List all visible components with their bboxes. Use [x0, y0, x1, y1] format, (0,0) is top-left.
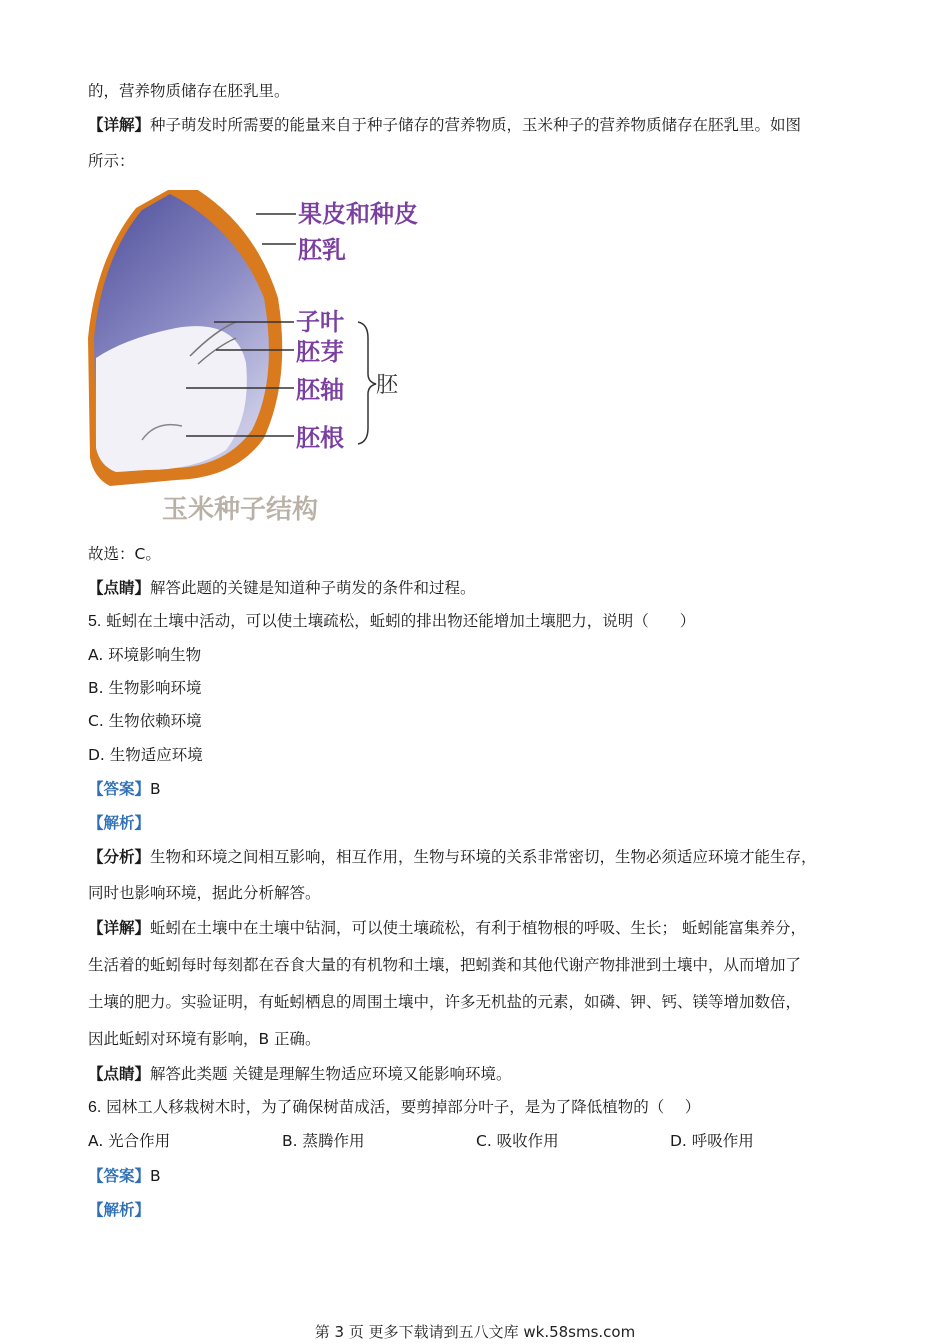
hypocotyl-label: 胚轴 [296, 376, 344, 404]
q5-fenxi-2: 同时也影响环境，据此分析解答。 [88, 884, 321, 902]
tip-paragraph [88, 578, 476, 598]
answer-tag: 【答案】 [88, 780, 151, 798]
q6-option-b: B. 蒸腾作用 [282, 1132, 365, 1150]
q6-option-c: C. 吸收作用 [476, 1132, 559, 1150]
question-6-stem [88, 1097, 700, 1118]
q6-answer [88, 1166, 161, 1186]
q6-options [88, 1131, 868, 1151]
q5-dianjing [88, 1064, 511, 1084]
q5-xiangjie-4: 因此蚯蚓对环境有影响，B 正确。 [88, 1030, 321, 1048]
tip-text: 解答此题的关键是知道种子萌发的条件和过程。 [150, 579, 476, 597]
text-line: 所示： [88, 152, 135, 170]
xiangjie-tag: 【详解】 [88, 919, 151, 937]
q6-option-a: A. 光合作用 [88, 1132, 171, 1150]
answer-tag: 【答案】 [88, 1167, 151, 1185]
q5-analysis-tag: 【解析】 [88, 814, 151, 832]
q5-xiangjie-3: 土壤的肥力。实验证明，有蚯蚓栖息的周围土壤中，许多无机盐的元素，如磷、钾、钙、镁等增加数倍， [88, 993, 802, 1011]
question-text: 园林工人移栽树木时，为了确保树苗成活，要剪掉部分叶子，是为了降低植物的（ ） [106, 1098, 701, 1116]
embryo-label: 胚 [376, 373, 399, 398]
figure-caption: 玉米种子结构 [162, 495, 319, 524]
question-number: 5. [88, 613, 102, 630]
radicle-label: 胚根 [296, 424, 344, 452]
embryo-shape [96, 326, 247, 472]
detail-paragraph [88, 115, 801, 135]
pericarp-label: 果皮和种皮 [298, 200, 418, 228]
text-line: 的，营养物质储存在胚乳里。 [88, 82, 290, 100]
answer-value: B [150, 1167, 161, 1185]
dianjing-tag: 【点睛】 [88, 1065, 151, 1083]
question-text: 蚯蚓在土壤中活动，可以使土壤疏松，蚯蚓的排出物还能增加土壤肥力，说明（ ） [106, 612, 696, 630]
plumule-label: 胚芽 [296, 338, 344, 366]
detail-text: 种子萌发时所需要的能量来自于种子储存的营养物质，玉米种子的营养物质储存在胚乳里。如图 [150, 116, 802, 134]
corn-seed-figure [86, 188, 440, 524]
question-number: 6. [88, 1099, 102, 1116]
fenxi-tag: 【分析】 [88, 848, 151, 866]
q5-option-a: A. 环境影响生物 [88, 646, 202, 664]
question-5-stem [88, 611, 695, 632]
fenxi-text: 生物和环境之间相互影响，相互作用，生物与环境的关系非常密切，生物必须适应环境才能生存， [150, 848, 817, 866]
cotyledon-label: 子叶 [296, 308, 344, 336]
answer-value: B [150, 780, 161, 798]
q5-option-b: B. 生物影响环境 [88, 679, 202, 697]
choice-text: 故选：C。 [88, 545, 161, 563]
q6-option-d: D. 呼吸作用 [670, 1132, 754, 1150]
xiangjie-text: 蚯蚓在土壤中在土壤中钻洞，可以使土壤疏松，有利于植物根的呼吸、生长； 蚯蚓能富集养分， [150, 919, 806, 937]
endosperm-label: 胚乳 [298, 236, 346, 264]
q5-xiangjie-1 [88, 918, 806, 938]
q5-option-c: C. 生物依赖环境 [88, 712, 202, 730]
q5-fenxi-1 [88, 847, 817, 867]
detail-tag: 【详解】 [88, 116, 151, 134]
dianjing-text: 解答此类题 关键是理解生物适应环境又能影响环境。 [150, 1065, 512, 1083]
q5-option-d: D. 生物适应环境 [88, 746, 203, 764]
q5-xiangjie-2: 生活着的蚯蚓每时每刻都在吞食大量的有机物和土壤，把蚓粪和其他代谢产物排泄到土壤中，从而增加了 [88, 956, 802, 974]
embryo-brace [358, 322, 376, 444]
q5-answer [88, 779, 161, 799]
q6-analysis-tag: 【解析】 [88, 1201, 151, 1219]
page-footer: 第 3 页 更多下载请到五八文库 wk.58sms.com [314, 1323, 636, 1341]
tip-tag: 【点睛】 [88, 579, 151, 597]
